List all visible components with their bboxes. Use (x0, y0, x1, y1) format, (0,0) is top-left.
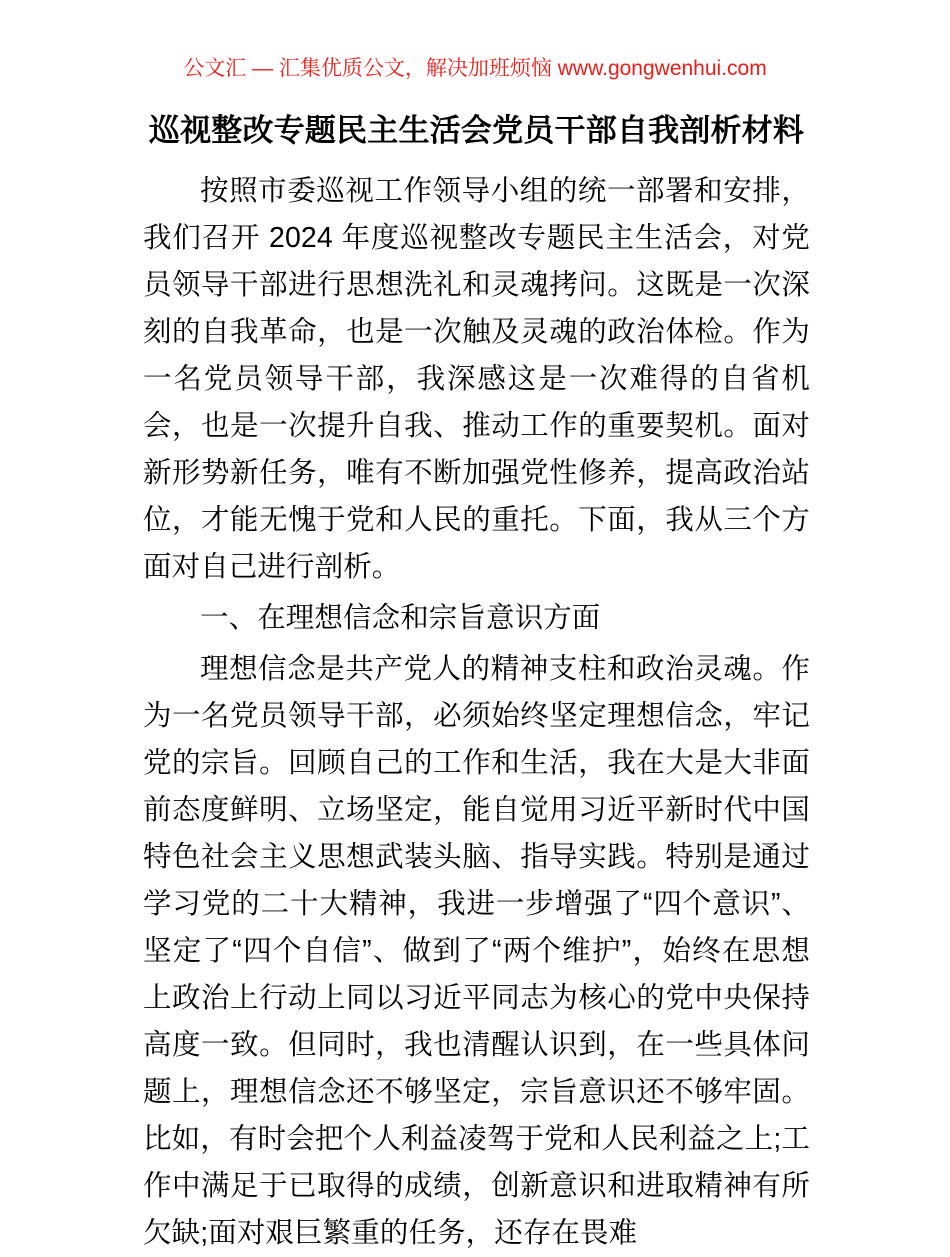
document-body (143, 108, 810, 1257)
section-heading-one: 一、在理想信念和宗旨意识方面 (200, 602, 601, 634)
section-one-paragraph: 理想信念是共产党人的精神支柱和政治灵魂。作为一名党员领导干部，必须始终坚定理想信念，牢记党的宗旨。回顾自己的工作和生活，我在大是大非面前态度鲜明、立场坚定，能自觉用习近平新时代中国特色社会主义思想武装头脑、指导实践。特别是通过学习党的二十大精神，我进一步增强了“四个意识”、坚定了“四个自信”、做到了“两个维护”，始终在思想上政治上行动上同以习近平同志为核心的党中央保持高度一致。但同时，我也清醒认识到，在一些具体问题上，理想信念还不够坚定，宗旨意识还不够牢固。比如，有时会把个人利益凌驾于党和人民利益之上;工作中满足于已取得的成绩，创新意识和进取精神有所欠缺;面对艰巨繁重的任务，还存在畏难 (143, 653, 810, 1249)
intro-paragraph: 按照市委巡视工作领导小组的统一部署和安排，我们召开 2024 年度巡视整改专题民主生活会，对党员领导干部进行思想洗礼和灵魂拷问。这既是一次深刻的自我革命，也是一次触及灵魂的政治体检。作为一名党员领导干部，我深感这是一次难得的自省机会，也是一次提升自我、推动工作的重要契机。面对新形势新任务，唯有不断加强党性修养，提高政治站位，才能无愧于党和人民的重托。下面，我从三个方面对自己进行剖析。 (143, 175, 810, 583)
document-title: 巡视整改专题民主生活会党员干部自我剖析材料 (148, 113, 805, 148)
site-watermark-banner: 公文汇 — 汇集优质公文，解决加班烦恼 www.gongwenhui.com (183, 57, 767, 80)
